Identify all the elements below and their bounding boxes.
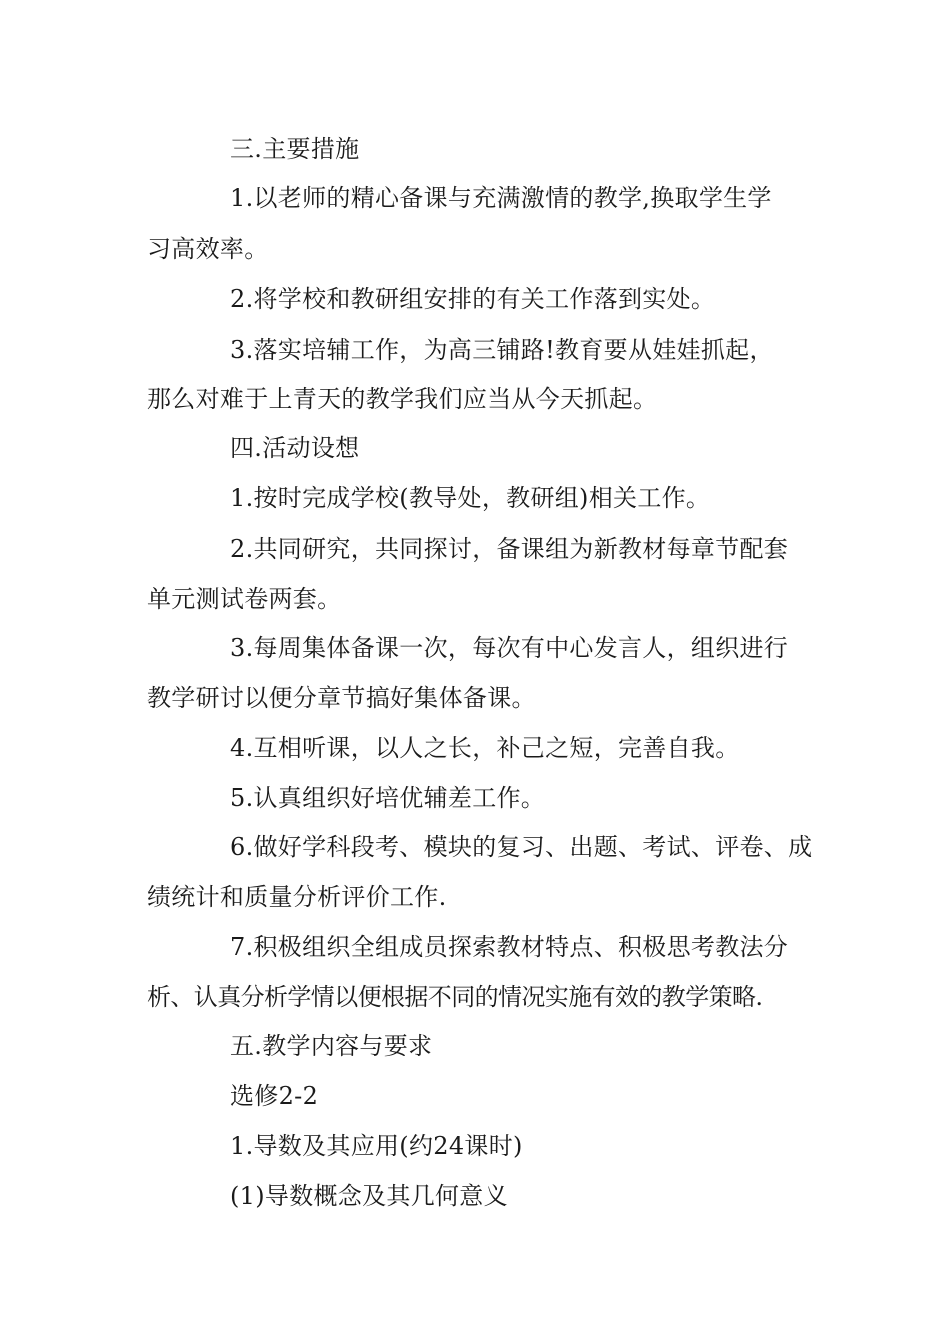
- paragraph-line: 2.共同研究，共同探讨，备课组为新教材每章节配套: [230, 535, 789, 563]
- paragraph-line: 1.按时完成学校(教导处，教研组)相关工作。: [230, 484, 711, 512]
- subsection-label: 选修2-2: [230, 1082, 319, 1110]
- paragraph-line: 4.互相听课，以人之长，补己之短，完善自我。: [230, 734, 740, 762]
- paragraph-line: 析、认真分析学情以便根据不同的情况实施有效的教学策略.: [147, 983, 763, 1011]
- paragraph-line: 7.积极组织全组成员探索教材特点、积极思考教法分: [230, 933, 789, 961]
- paragraph-line: 教学研讨以便分章节搞好集体备课。: [147, 684, 536, 712]
- paragraph-line: (1)导数概念及其几何意义: [230, 1182, 508, 1210]
- paragraph-line: 1.以老师的精心备课与充满激情的教学,换取学生学: [230, 184, 772, 212]
- paragraph-line: 单元测试卷两套。: [147, 585, 342, 613]
- paragraph-line: 3.落实培辅工作，为高三铺路!教育要从娃娃抓起，: [230, 336, 774, 364]
- paragraph-line: 2.将学校和教研组安排的有关工作落到实处。: [230, 285, 716, 313]
- section-heading-3: 三.主要措施: [230, 135, 360, 163]
- section-heading-5: 五.教学内容与要求: [230, 1032, 433, 1060]
- paragraph-line: 绩统计和质量分析评价工作.: [147, 883, 447, 911]
- section-heading-4: 四.活动设想: [230, 434, 360, 462]
- paragraph-line: 1.导数及其应用(约24课时): [230, 1132, 523, 1160]
- paragraph-line: 3.每周集体备课一次，每次有中心发言人，组织进行: [230, 634, 789, 662]
- paragraph-line: 习高效率。: [147, 235, 269, 263]
- paragraph-line: 那么对难于上青天的教学我们应当从今天抓起。: [147, 385, 658, 413]
- paragraph-line: 5.认真组织好培优辅差工作。: [230, 784, 546, 812]
- paragraph-line: 6.做好学科段考、模块的复习、出题、考试、评卷、成: [230, 833, 813, 861]
